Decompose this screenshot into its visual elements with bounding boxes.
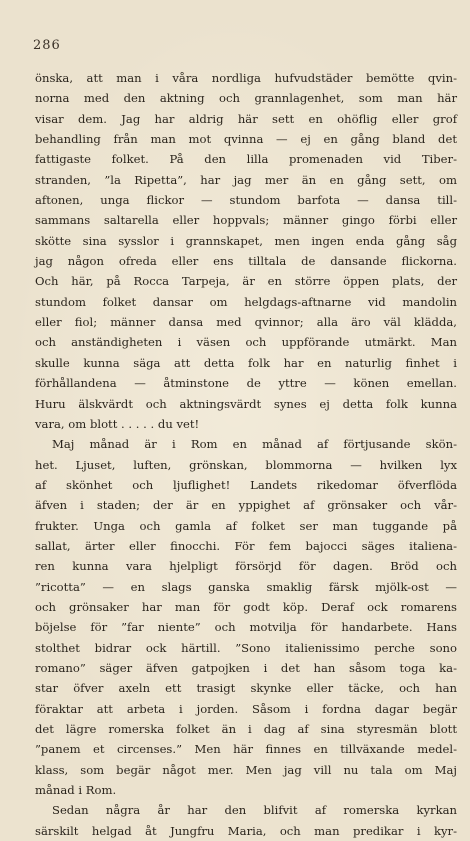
text-line: af skönhet och ljuflighet! Landets rikedomar öfverflöda	[35, 477, 457, 492]
text-line: det lägre romerska folket än i dag af sina styresmän blott	[35, 722, 457, 736]
text-line: aftonen, unga flickor — stundom barfota — dansa till-	[35, 193, 457, 208]
text-line: norna med den aktning och grannlagenhet, som man här	[35, 91, 457, 106]
text-line: eller fiol; männer dansa med qvinnor; alla äro väl klädda,	[35, 315, 457, 330]
text-line: Maj månad är i Rom en månad af förtjusande skön-	[52, 437, 457, 452]
text-line: stolthet bidrar ock härtill. ”Sono italienissimo perche sono	[35, 640, 457, 655]
text-line: klass, som begär något mer. Men jag vill nu tala om Maj	[35, 762, 457, 777]
text-line: het. Ljuset, luften, grönskan, blommorna — hvilken lyx	[35, 457, 457, 472]
text-line: särskilt helgad åt Jungfru Maria, och man predikar i kyr-	[35, 823, 457, 838]
text-line: Huru älskvärdt och aktningsvärdt synes ej detta folk kunna	[35, 396, 457, 411]
text-line: och anständigheten i väsen och uppförande utmärkt. Man	[35, 335, 457, 350]
body-text	[35, 68, 457, 841]
text-line: ”panem et circenses.” Men här finnes en tillväxande medel-	[35, 742, 457, 757]
text-line: romano” säger äfven gatpojken i det han såsom toga ka-	[35, 660, 457, 675]
text-line: föraktar att arbeta i jorden. Såsom i fordna dagar begär	[35, 701, 457, 716]
text-line: jag någon ofreda eller ens tilltala de dansande flickorna.	[35, 254, 457, 269]
text-line: Och här, på Rocca Tarpeja, är en större öppen plats, der	[35, 274, 457, 289]
text-line: skötte sina sysslor i grannskapet, men ingen enda gång såg	[35, 233, 457, 248]
text-line: Sedan några år har den blifvit af romerska kyrkan	[52, 803, 457, 818]
text-line: sammans saltarella eller hoppvals; männer gingo förbi eller	[35, 213, 457, 228]
text-line: förhållandena — åtminstone de yttre — könen emellan.	[35, 376, 457, 391]
text-line: star öfver axeln ett trasigt skynke eller täcke, och han	[35, 681, 457, 696]
text-line: stundom folket dansar om helgdags-aftnarne vid mandolin	[35, 294, 457, 309]
text-line: behandling från man mot qvinna — ej en gång bland det	[35, 132, 457, 147]
text-line: äfven i staden; der är en yppighet af grönsaker och vår-	[35, 498, 457, 513]
text-line: fattigaste folket. På den lilla promenaden vid Tiber-	[35, 152, 457, 167]
text-line: skulle kunna säga att detta folk har en naturlig finhet i	[35, 355, 457, 370]
text-line: månad i Rom.	[35, 783, 117, 798]
text-lines	[35, 68, 457, 841]
text-line: stranden, ”la Ripetta”, har jag mer än en gång sett, om	[35, 172, 457, 187]
text-line: böjelse för ”far niente” och motvilja för handarbete. Hans	[35, 620, 457, 635]
text-line: och grönsaker har man för godt köp. Deraf ock romarens	[35, 599, 457, 614]
text-line: visar dem. Jag har aldrig här sett en ohöflig eller grof	[35, 111, 457, 126]
text-line: ”ricotta” — en slags ganska smaklig färsk mjölk-ost —	[35, 579, 457, 594]
text-line: vara, om blott . . . . . du vet!	[35, 416, 200, 431]
text-line: ren kunna vara hjelpligt försörjd för dagen. Bröd och	[35, 559, 457, 574]
text-line: önska, att man i våra nordliga hufvudstäder bemötte qvin-	[35, 71, 457, 85]
text-line: sallat, ärter eller finocchi. För fem bajocci säges italiena-	[35, 538, 457, 553]
page-number: 286	[33, 38, 61, 53]
text-line: frukter. Unga och gamla af folket ser man tuggande på	[35, 518, 457, 533]
